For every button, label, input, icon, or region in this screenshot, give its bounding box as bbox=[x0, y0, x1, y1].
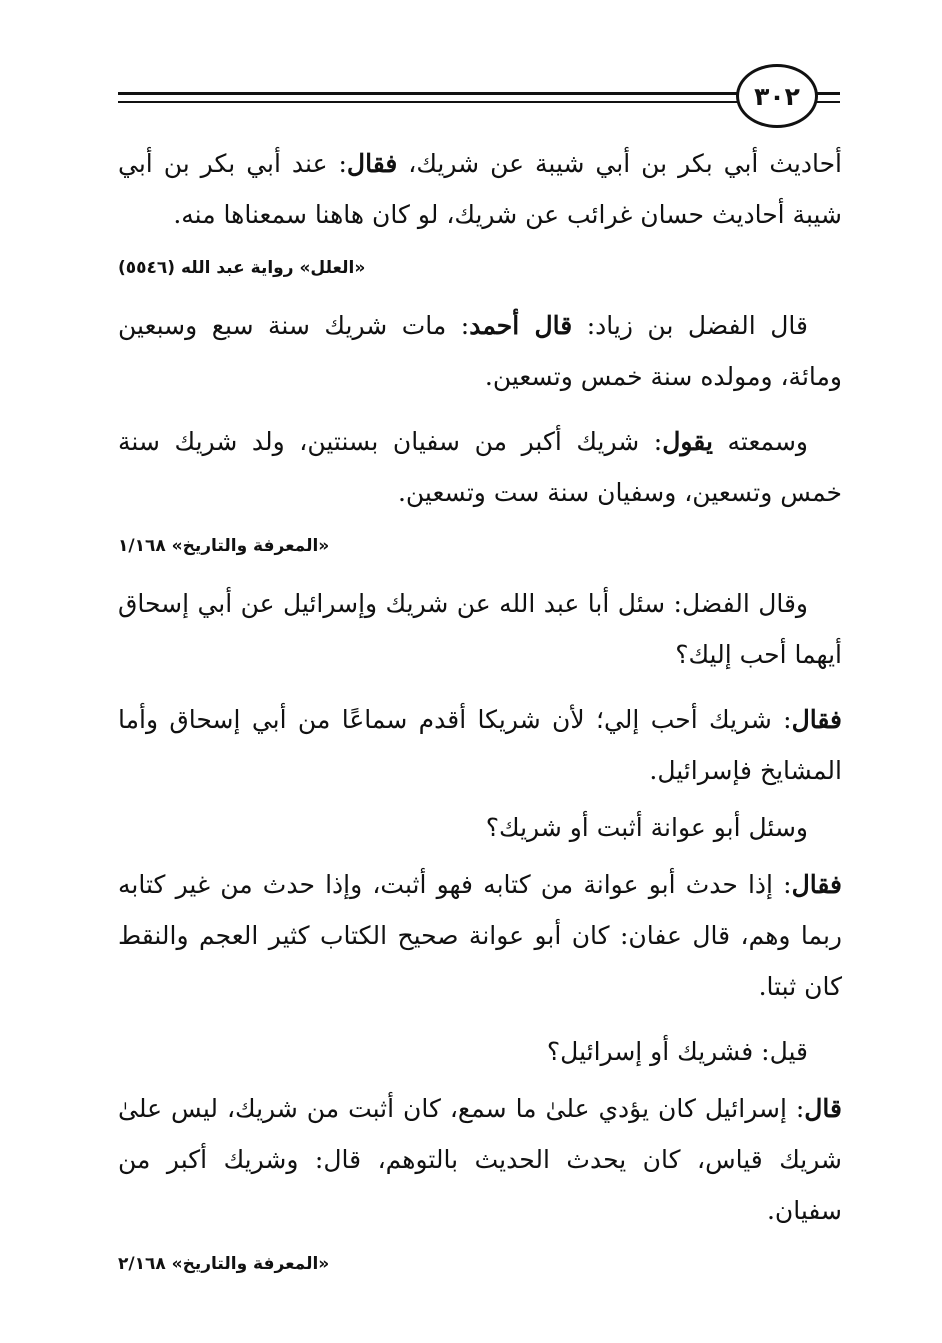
paragraph: قال: إسرائيل كان يؤدي علىٰ ما سمع، كان أثبت من شريك، ليس علىٰ شريك قياس، كان يحدث الحديث بالتوهم، قال: وشريك أكبر من سفيان. bbox=[118, 1094, 842, 1225]
paragraph: قيل: فشريك أو إسرائيل؟ bbox=[546, 1037, 808, 1066]
paragraph: وسئل أبو عوانة أثبت أو شريك؟ bbox=[485, 813, 808, 842]
bold-term: يقول bbox=[662, 427, 713, 456]
bold-term: قال أحمد bbox=[469, 311, 573, 340]
header-rule-thin bbox=[118, 101, 840, 103]
bold-term: فقال bbox=[346, 149, 398, 178]
page-number: ٣٠٢ bbox=[736, 64, 818, 128]
bold-term: فقال bbox=[791, 705, 842, 734]
source-citation: «المعرفة والتاريخ» ٢/١٦٨ bbox=[118, 1254, 330, 1274]
source-citation: «المعرفة والتاريخ» ١/١٦٨ bbox=[118, 536, 330, 556]
body-text bbox=[118, 138, 842, 1296]
header-rule bbox=[118, 92, 840, 95]
paragraph: قال الفضل بن زياد: قال أحمد: مات شريك سنة سبع وسبعين ومائة، ومولده سنة خمس وتسعين. bbox=[118, 311, 842, 391]
paragraph: فقال: إذا حدث أبو عوانة من كتابه فهو أثبت، وإذا حدث من غير كتابه ربما وهم، قال عفان: كان أبو عوانة صحيح الكتاب كثير العجم والنقط كان ثبتا. bbox=[118, 870, 842, 1001]
paragraph: فقال: شريك أحب إلي؛ لأن شريكا أقدم سماعًا من أبي إسحاق وأما المشايخ فإسرائيل. bbox=[118, 705, 842, 785]
paragraph: أحاديث أبي بكر بن أبي شيبة عن شريك، فقال: عند أبي بكر بن أبي شيبة أحاديث حسان غرائب عن شريك، لو كان هاهنا سمعناها منه. bbox=[118, 149, 842, 229]
source-citation: «العلل» رواية عبد الله (٥٥٤٦) bbox=[118, 258, 366, 278]
paragraph: وسمعته يقول: شريك أكبر من سفيان بسنتين، ولد شريك سنة خمس وتسعين، وسفيان سنة ست وتسعين. bbox=[118, 427, 842, 507]
bold-term: قال bbox=[804, 1094, 842, 1123]
bold-term: فقال bbox=[791, 870, 842, 899]
paragraph: وقال الفضل: سئل أبا عبد الله عن شريك وإسرائيل عن أبي إسحاق أيهما أحب إليك؟ bbox=[118, 589, 842, 669]
